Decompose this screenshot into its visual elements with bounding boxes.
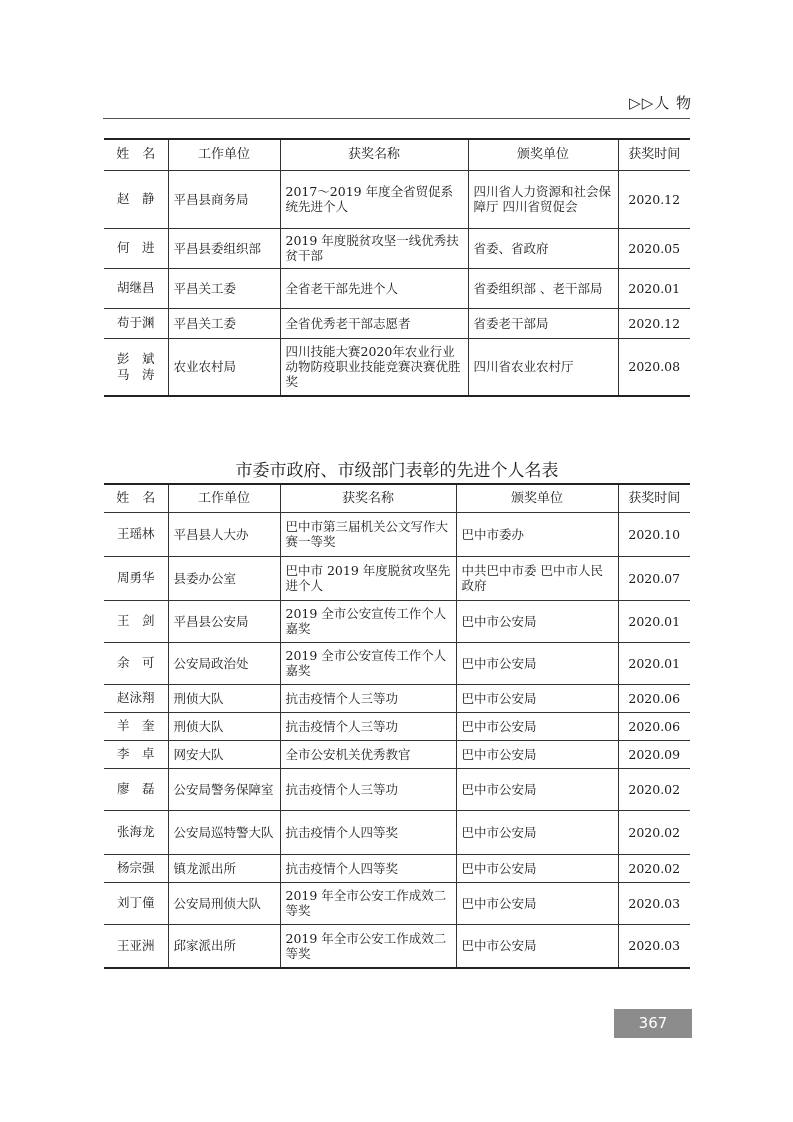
person-name: 赵 静: [116, 191, 155, 206]
award-name-cell: 抗击疫情个人三等功: [280, 712, 456, 740]
table-row: [104, 712, 690, 740]
col-date-header: 获奖时间: [618, 139, 690, 170]
person-name-cell: [104, 512, 168, 556]
person-name: 胡继昌: [116, 280, 155, 295]
person-name: 廖 磊: [116, 781, 155, 796]
award-name-cell: 2019 全市公安宣传工作个人嘉奖: [280, 642, 456, 684]
table-row: [104, 308, 690, 338]
person-name: 苟于渊: [116, 315, 155, 330]
issuer-cell: 巴中市公安局: [456, 854, 618, 882]
award-date-cell: 2020.08: [618, 338, 690, 396]
award-name-cell: 2019 年度脱贫攻坚一线优秀扶贫干部: [280, 228, 468, 268]
issuer-cell: 四川省农业农村厅: [468, 338, 618, 396]
issuer-cell: 巴中市委办: [456, 512, 618, 556]
award-name-cell: 全省优秀老干部志愿者: [280, 308, 468, 338]
award-date-cell: 2020.01: [618, 268, 690, 308]
issuer-cell: 巴中市公安局: [456, 712, 618, 740]
issuer-cell: 中共巴中市委 巴中市人民政府: [456, 556, 618, 600]
person-name: 王瑶林: [116, 526, 155, 541]
issuer-cell: 四川省人力资源和社会保障厅 四川省贸促会: [468, 170, 618, 228]
person-name-cell: [104, 740, 168, 768]
work-unit-cell: 公安局政治处: [168, 642, 280, 684]
person-name-cell: [104, 268, 168, 308]
person-name: 羊 奎: [116, 718, 155, 733]
issuer-cell: 巴中市公安局: [456, 740, 618, 768]
col-date-header: 获奖时间: [618, 484, 690, 512]
table-row: [104, 600, 690, 642]
table-row: [104, 228, 690, 268]
header-rule: [103, 118, 690, 119]
work-unit-cell: 刑侦大队: [168, 684, 280, 712]
award-name-cell: 抗击疫情个人三等功: [280, 684, 456, 712]
person-name-cell: [104, 712, 168, 740]
work-unit-cell: 平昌县人大办: [168, 512, 280, 556]
table-row: [104, 268, 690, 308]
person-name: 李 卓: [116, 746, 155, 761]
work-unit-cell: 农业农村局: [168, 338, 280, 396]
table-row: [104, 512, 690, 556]
award-name-cell: 全省老干部先进个人: [280, 268, 468, 308]
person-name-cell: [104, 768, 168, 810]
work-unit-cell: 公安局警务保障室: [168, 768, 280, 810]
col-name-header: 姓 名: [104, 484, 168, 512]
issuer-cell: 巴中市公安局: [456, 768, 618, 810]
person-name: 何 进: [116, 240, 155, 255]
work-unit-cell: 平昌关工委: [168, 308, 280, 338]
award-date-cell: 2020.03: [618, 882, 690, 924]
issuer-cell: 巴中市公安局: [456, 684, 618, 712]
table-header-row: [104, 484, 690, 512]
issuer-cell: 巴中市公安局: [456, 642, 618, 684]
person-name: 周勇华: [116, 570, 155, 585]
city-awards-table: [104, 483, 690, 969]
award-date-cell: 2020.06: [618, 712, 690, 740]
table-row: [104, 556, 690, 600]
col-issuer-header: 颁奖单位: [468, 139, 618, 170]
person-name: 彭 斌: [116, 350, 155, 366]
award-date-cell: 2020.09: [618, 740, 690, 768]
award-date-cell: 2020.06: [618, 684, 690, 712]
person-name: 张海龙: [116, 824, 155, 839]
person-name-cell: [104, 600, 168, 642]
award-name-cell: 抗击疫情个人三等功: [280, 768, 456, 810]
award-name-cell: 巴中市第三届机关公文写作大赛一等奖: [280, 512, 456, 556]
award-date-cell: 2020.02: [618, 810, 690, 854]
award-date-cell: 2020.02: [618, 768, 690, 810]
award-date-cell: 2020.12: [618, 308, 690, 338]
table-row: [104, 924, 690, 968]
table-row: [104, 882, 690, 924]
col-unit-header: 工作单位: [168, 139, 280, 170]
issuer-cell: 巴中市公安局: [456, 600, 618, 642]
person-name-cell: [104, 170, 168, 228]
page-number: 367: [614, 1009, 692, 1038]
work-unit-cell: 网安大队: [168, 740, 280, 768]
person-name-cell: [104, 854, 168, 882]
issuer-cell: 省委老干部局: [468, 308, 618, 338]
award-date-cell: 2020.05: [618, 228, 690, 268]
award-date-cell: 2020.01: [618, 600, 690, 642]
person-name: 余 可: [116, 655, 155, 670]
work-unit-cell: 邱家派出所: [168, 924, 280, 968]
award-name-cell: 抗击疫情个人四等奖: [280, 810, 456, 854]
award-name-cell: 2019 全市公安宣传工作个人嘉奖: [280, 600, 456, 642]
col-award-header: 获奖名称: [280, 139, 468, 170]
table-row: [104, 684, 690, 712]
work-unit-cell: 平昌县公安局: [168, 600, 280, 642]
provincial-awards-table: [104, 138, 690, 397]
person-name: 刘丁僮: [116, 895, 155, 910]
table-row: [104, 642, 690, 684]
table-row: [104, 810, 690, 854]
award-name-cell: 四川技能大赛2020年农业行业动物防疫职业技能竞赛决赛优胜奖: [280, 338, 468, 396]
award-date-cell: 2020.07: [618, 556, 690, 600]
person-name-cell: [104, 308, 168, 338]
table-row: [104, 740, 690, 768]
award-date-cell: 2020.10: [618, 512, 690, 556]
award-date-cell: 2020.12: [618, 170, 690, 228]
col-issuer-header: 颁奖单位: [456, 484, 618, 512]
award-name-cell: 抗击疫情个人四等奖: [280, 854, 456, 882]
work-unit-cell: 公安局巡特警大队: [168, 810, 280, 854]
person-name: 王 剑: [116, 613, 155, 628]
work-unit-cell: 平昌县委组织部: [168, 228, 280, 268]
table-title: 市委市政府、市级部门表彰的先进个人名表: [235, 461, 559, 481]
issuer-cell: 巴中市公安局: [456, 810, 618, 854]
person-name: 赵泳翔: [116, 690, 155, 705]
person-name-cell: [104, 642, 168, 684]
work-unit-cell: 平昌县商务局: [168, 170, 280, 228]
person-name-cell: [104, 882, 168, 924]
person-name: 杨宗强: [116, 860, 155, 875]
person-name-cell: [104, 338, 168, 396]
award-date-cell: 2020.03: [618, 924, 690, 968]
work-unit-cell: 公安局刑侦大队: [168, 882, 280, 924]
col-name-header: 姓 名: [104, 139, 168, 170]
award-date-cell: 2020.01: [618, 642, 690, 684]
issuer-cell: 巴中市公安局: [456, 882, 618, 924]
work-unit-cell: 镇龙派出所: [168, 854, 280, 882]
award-name-cell: 巴中市 2019 年度脱贫攻坚先进个人: [280, 556, 456, 600]
award-name-cell: 2019 年全市公安工作成效二等奖: [280, 924, 456, 968]
award-name-cell: 2017～2019 年度全省贸促系统先进个人: [280, 170, 468, 228]
table-row: [104, 338, 690, 396]
table-row: [104, 768, 690, 810]
col-unit-header: 工作单位: [168, 484, 280, 512]
person-name: 王亚洲: [116, 937, 155, 953]
col-award-header: 获奖名称: [280, 484, 456, 512]
work-unit-cell: 县委办公室: [168, 556, 280, 600]
issuer-cell: 巴中市公安局: [456, 924, 618, 968]
award-name-cell: 全市公安机关优秀教官: [280, 740, 456, 768]
person-name-cell: [104, 684, 168, 712]
award-date-cell: 2020.02: [618, 854, 690, 882]
person-name-cell: [104, 228, 168, 268]
person-name-cell: [104, 556, 168, 600]
issuer-cell: 省委、省政府: [468, 228, 618, 268]
section-label: ▷▷人 物: [629, 94, 692, 112]
work-unit-cell: 平昌关工委: [168, 268, 280, 308]
person-name: 马 涛: [116, 366, 155, 382]
table-header-row: [104, 139, 690, 170]
award-name-cell: 2019 年全市公安工作成效二等奖: [280, 882, 456, 924]
person-name-cell: [104, 810, 168, 854]
person-name-cell: [104, 924, 168, 968]
table-row: [104, 854, 690, 882]
issuer-cell: 省委组织部 、老干部局: [468, 268, 618, 308]
work-unit-cell: 刑侦大队: [168, 712, 280, 740]
table-row: [104, 170, 690, 228]
